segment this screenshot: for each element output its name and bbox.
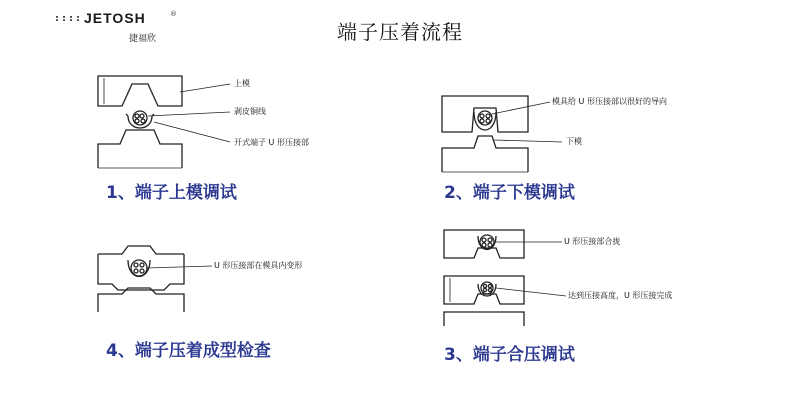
callout-open-terminal: 开式端子 U 形压接部: [234, 138, 309, 147]
callout-upper-die: 上模: [234, 79, 250, 88]
step-caption-1: 1、端子上模调试: [106, 183, 237, 203]
callout-stripped-wire: 剥皮铜线: [234, 107, 266, 116]
callout-crimp-height: 达到压接高度，U 形压接完成: [568, 291, 673, 300]
callout-deformation: U 形压接部在模具内变形: [214, 261, 303, 270]
logo-subtitle: 捷福欣: [129, 34, 157, 44]
callout-u-closed: U 形压接部合拢: [564, 237, 621, 246]
diagram-forming-check: [92, 240, 372, 320]
callout-lower-die: 下模: [566, 137, 582, 146]
diagram-lower-die: [438, 92, 738, 182]
logo-brand-text: JETOSH: [84, 10, 146, 26]
step-caption-4: 4、端子压着成型检查: [106, 341, 271, 361]
logo-dots-mark: ::::: [54, 13, 83, 24]
diagram-closing-crimp: [440, 226, 740, 336]
step-caption-3: 3、端子合压调试: [444, 345, 575, 365]
page-title: 端子压着流程: [337, 20, 463, 44]
logo-registered-mark: ®: [170, 10, 177, 18]
diagram-upper-die: [90, 72, 350, 182]
step-caption-2: 2、端子下模调试: [444, 183, 575, 203]
callout-guide: 模具给 U 形压接部以很好的导向: [552, 97, 667, 106]
